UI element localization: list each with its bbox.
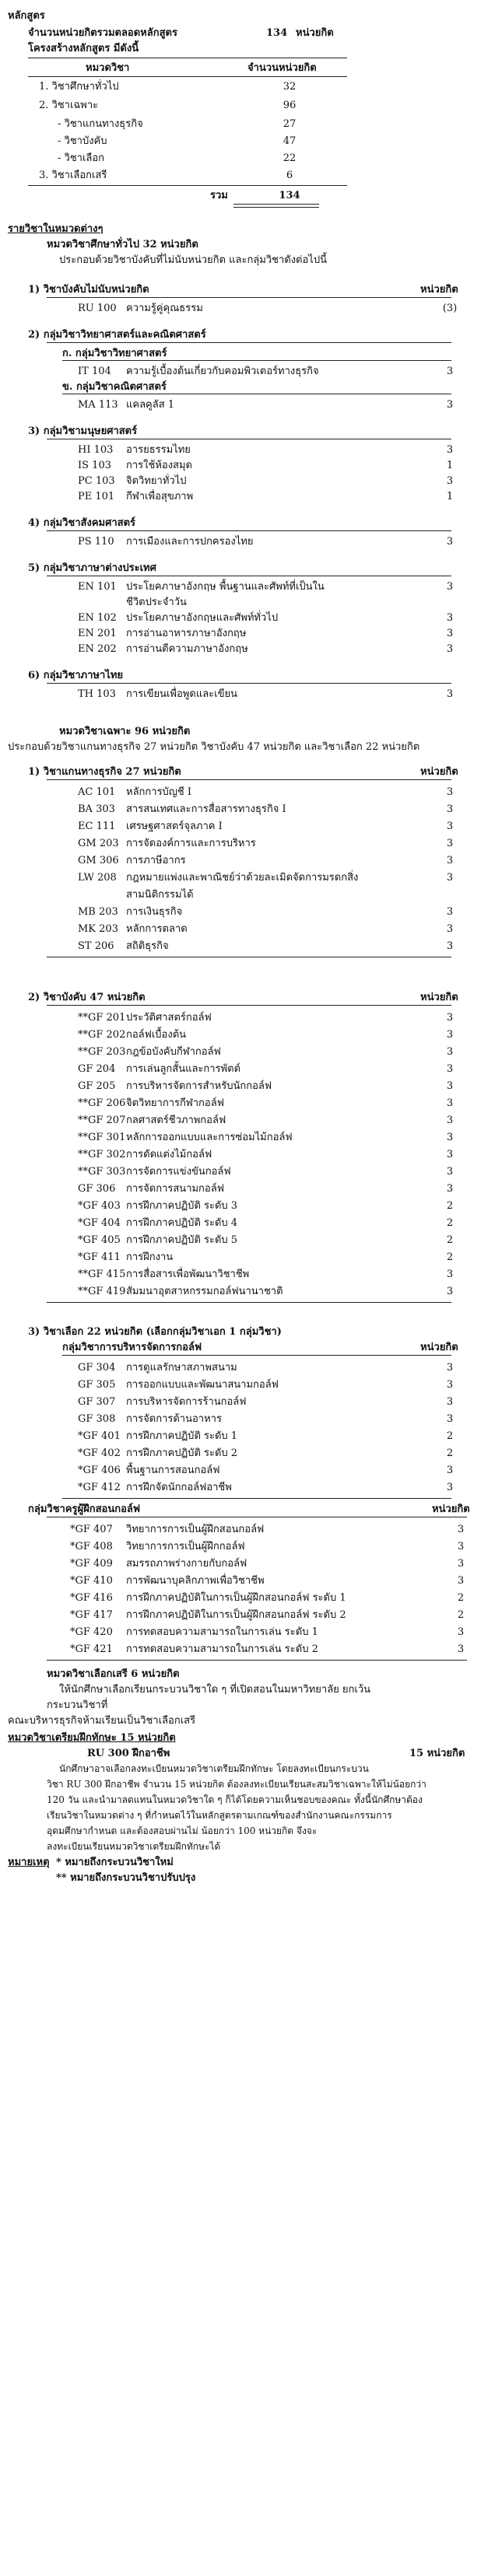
course-code: **GF 207 — [78, 1115, 126, 1126]
notes-label: หมายเหตุ — [8, 1857, 50, 1868]
course-code: GM 306 — [78, 855, 119, 866]
free-elective-line3: คณะบริหารธุรกิจห้ามเรียนเป็นวิชาเลือกเสรี — [8, 1715, 196, 1727]
pre-professional-paragraph-line: นักศึกษาอาจเลือกลงทะเบียนหมวดวิชาเตรียมฝึกทักษะ โดยลงทะเบียนกระบวน — [59, 1763, 369, 1774]
course-credits: 3 — [446, 1046, 454, 1058]
pre-professional-credits: 15 หน่วยกิต — [409, 1748, 465, 1759]
course-name: การทดสอบความสามารถในการเล่น ระดับ 1 — [126, 1626, 318, 1638]
course-code: GF 204 — [78, 1063, 116, 1075]
credit-column-header: หน่วยกิต — [420, 1342, 458, 1353]
course-code: AC 101 — [78, 786, 116, 798]
structure-row-value: 32 — [283, 81, 297, 93]
section-title: 1) วิชาบังคับไม่นับหน่วยกิต — [28, 284, 149, 296]
course-credits: 3 — [446, 1413, 454, 1425]
course-credits: 3 — [446, 1012, 454, 1024]
course-credits: 3 — [446, 872, 454, 884]
course-name: สถิติธุรกิจ — [126, 940, 169, 952]
section-title-rule — [47, 683, 451, 684]
course-name: การฝึกภาคปฏิบัติ ระดับ 1 — [126, 1430, 238, 1442]
course-credits: 3 — [446, 581, 454, 593]
course-credits: 3 — [446, 1183, 454, 1195]
course-code: *GF 401 — [78, 1430, 121, 1442]
course-name: การฝึกภาคปฏิบัติ ระดับ 4 — [126, 1217, 238, 1229]
course-credits: 3 — [446, 1149, 454, 1160]
course-code: **GF 202 — [78, 1029, 126, 1041]
curriculum-heading: หลักสูตร — [8, 10, 45, 22]
course-code: TH 103 — [78, 688, 116, 700]
specific-description: ประกอบด้วยวิชาแกนทางธุรกิจ 27 หน่วยกิต วิชาบังคับ 47 หน่วยกิต และวิชาเลือก 22 หน่วยกิต — [8, 741, 420, 753]
course-name: การจัดองค์การและการบริหาร — [126, 838, 256, 849]
section-title: 4) กลุ่มวิชาสังคมศาสตร์ — [28, 517, 136, 529]
structure-row-label: 2. วิชาเฉพาะ — [39, 100, 99, 111]
course-name: การดัดแต่งไม้กอล์ฟ — [126, 1149, 212, 1160]
pre-professional-paragraph-line: 120 วัน และนำมาลดแทนในหมวดวิชาใด ๆ ก็ได้โดยความเห็นชอบของคณะ ทั้งนี้นักศึกษาต้อง — [47, 1794, 423, 1805]
course-code: *GF 405 — [78, 1234, 121, 1246]
course-code: GF 307 — [78, 1396, 116, 1408]
course-credits: 3 — [457, 1541, 465, 1552]
course-credits: 2 — [446, 1430, 454, 1442]
course-name: ประวัติศาสตร์กอล์ฟ — [126, 1012, 212, 1024]
block-title-rule — [47, 779, 451, 780]
structure-row-label: 1. วิชาศึกษาทั่วไป — [39, 81, 119, 93]
general-heading: หมวดวิชาศึกษาทั่วไป 32 หน่วยกิต — [47, 239, 198, 250]
free-elective-line2: กระบวนวิชาที่ — [47, 1699, 108, 1711]
course-credits: 3 — [446, 1097, 454, 1109]
free-elective-line1: ให้นักศึกษาเลือกเรียนกระบวนวิชาใด ๆ ที่เปิดสอนในมหาวิทยาลัย ยกเว้น — [59, 1684, 371, 1696]
course-name: การทดสอบความสามารถในการเล่น ระดับ 2 — [126, 1643, 318, 1655]
course-code: *GF 402 — [78, 1447, 121, 1459]
course-code: *GF 407 — [70, 1524, 113, 1535]
course-credits: 3 — [446, 803, 454, 815]
course-credits: 3 — [457, 1524, 465, 1535]
credit-column-header: หน่วยกิต — [420, 766, 458, 778]
course-credits: 3 — [457, 1575, 465, 1587]
course-code: *GF 416 — [70, 1592, 113, 1604]
course-code: MA 113 — [78, 399, 118, 411]
course-name: กลศาสตร์ชีวภาพกอล์ฟ — [126, 1115, 226, 1126]
structure-row-value: 96 — [283, 100, 297, 111]
course-credits: 3 — [446, 906, 454, 918]
course-credits: 3 — [446, 1269, 454, 1280]
course-name: การพัฒนาบุคลิกภาพเพื่อวิชาชีพ — [126, 1575, 265, 1587]
course-code: EC 111 — [78, 821, 116, 832]
course-name: การฝึกงาน — [126, 1251, 174, 1263]
course-code: *GF 406 — [78, 1465, 121, 1476]
course-credits: 3 — [446, 1063, 454, 1075]
course-credits: 3 — [446, 1132, 454, 1143]
course-name: ความรู้คู่คุณธรรม — [126, 303, 203, 314]
course-code: **GF 301 — [78, 1132, 126, 1143]
course-name: กีฬาเพื่อสุขภาพ — [126, 491, 194, 502]
course-name: สารสนเทศและการสื่อสารทางธุรกิจ I — [126, 803, 286, 815]
course-code: GF 308 — [78, 1413, 116, 1425]
course-code: GF 205 — [78, 1080, 116, 1092]
course-credits: 2 — [446, 1200, 454, 1212]
course-code: *GF 411 — [78, 1251, 121, 1263]
course-code: MK 203 — [78, 923, 118, 935]
structure-total-value: 134 — [279, 190, 300, 201]
course-name: พื้นฐานการสอนกอล์ฟ — [126, 1465, 220, 1476]
course-credits: 3 — [446, 1465, 454, 1476]
course-credits: 3 — [446, 821, 454, 832]
course-name: กอล์ฟเบื้องต้น — [126, 1029, 187, 1041]
structure-row-value: 22 — [283, 152, 297, 164]
course-code: *GF 412 — [78, 1482, 121, 1493]
course-code: EN 101 — [78, 581, 117, 593]
course-code: BA 303 — [78, 803, 115, 815]
course-name: การอ่านตีความภาษาอังกฤษ — [126, 643, 248, 655]
course-credits: 3 — [446, 1379, 454, 1391]
section-title-rule — [47, 342, 451, 343]
course-code: HI 103 — [78, 444, 114, 456]
pre-professional-course: RU 300 ฝึกอาชีพ — [87, 1748, 170, 1759]
course-code: GM 203 — [78, 838, 119, 849]
course-name: สัมมนาอุตสาหกรรมกอล์ฟนานาชาติ — [126, 1286, 283, 1297]
course-credits: 3 — [446, 1080, 454, 1092]
course-credits: 3 — [457, 1558, 465, 1570]
course-credits: 1 — [446, 491, 454, 502]
pre-professional-paragraph-line: ลงทะเบียนเรียนหมวดวิชาเตรียมฝึกทักษะได้ — [47, 1841, 221, 1852]
section-title: 5) กลุ่มวิชาภาษาต่างประเทศ — [28, 562, 156, 574]
course-name: การบริหารจัดการร้านกอล์ฟ — [126, 1396, 247, 1408]
group1-bottom-rule — [62, 1498, 451, 1499]
course-list-heading: รายวิชาในหมวดต่างๆ — [8, 223, 104, 235]
course-name: การฝึกจัดนักกอล์ฟอาชีพ — [126, 1482, 232, 1493]
course-name: การจัดการด้านอาหาร — [126, 1413, 222, 1425]
credit-column-header: หน่วยกิต — [432, 1503, 470, 1515]
structure-row-label: - วิชาแกนทางธุรกิจ — [58, 118, 143, 130]
subsection-rule — [62, 360, 451, 361]
course-name: การฝึกภาคปฏิบัติ ระดับ 2 — [126, 1447, 238, 1459]
course-credits: 3 — [446, 940, 454, 952]
block-title: 1) วิชาแกนทางธุรกิจ 27 หน่วยกิต — [28, 766, 181, 778]
course-name: การออกแบบและพัฒนาสนามกอล์ฟ — [126, 1379, 279, 1391]
course-name: ประโยคภาษาอังกฤษและศัพท์ทั่วไป — [126, 612, 279, 624]
total-credits-label: จำนวนหน่วยกิตรวมตลอดหลักสูตร — [28, 27, 177, 39]
course-credits: 3 — [446, 1286, 454, 1297]
course-code: *GF 408 — [70, 1541, 113, 1552]
section-title-rule — [47, 297, 451, 298]
structure-total-double-rule — [233, 204, 319, 208]
pre-professional-paragraph-line: วิชา RU 300 ฝึกอาชีพ จำนวน 15 หน่วยกิต ต้องลงทะเบียนเรียนสะสมวิชาเฉพาะให้ไม่น้อยกว่า — [47, 1779, 427, 1790]
course-code: **GF 419 — [78, 1286, 126, 1297]
course-credits: 2 — [446, 1447, 454, 1459]
section-title: 6) กลุ่มวิชาภาษาไทย — [28, 670, 124, 681]
structure-row-value: 6 — [286, 170, 293, 181]
course-credits: 3 — [446, 1029, 454, 1041]
course-name: การภาษีอากร — [126, 855, 186, 866]
group1-title-rule — [62, 1355, 451, 1356]
course-name: การฝึกภาคปฏิบัติ ระดับ 5 — [126, 1234, 238, 1246]
course-code: **GF 303 — [78, 1166, 126, 1178]
course-name: การเขียนเพื่อพูดและเขียน — [126, 688, 237, 700]
course-code: **GF 206 — [78, 1097, 126, 1109]
course-name: หลักการออกแบบและการซ่อมไม้กอล์ฟ — [126, 1132, 293, 1143]
course-code: RU 100 — [78, 303, 117, 314]
course-name: จิตวิทยาการกีฬากอล์ฟ — [126, 1097, 224, 1109]
course-name: การสื่อสารเพื่อพัฒนาวิชาชีพ — [126, 1269, 250, 1280]
elective-title: 3) วิชาเลือก 22 หน่วยกิต (เลือกกลุ่มวิชาเอก 1 กลุ่มวิชา) — [28, 1326, 282, 1338]
course-name: การดูแลรักษาสภาพสนาม — [126, 1362, 237, 1374]
course-name-continued: สามนิติกรรมได้ — [126, 889, 194, 901]
section-title-rule — [47, 530, 451, 531]
course-credits: 3 — [446, 536, 454, 548]
structure-row-value: 47 — [283, 135, 297, 147]
course-code: PC 103 — [78, 475, 115, 487]
course-name: สมรรถภาพร่างกายกับกอล์ฟ — [126, 1558, 248, 1570]
course-credits: 3 — [446, 855, 454, 866]
section-title: 2) กลุ่มวิชาวิทยาศาสตร์และคณิตศาสตร์ — [28, 329, 206, 341]
pre-professional-paragraph-line: เรียนวิชาในหมวดต่าง ๆ ที่กำหนดไว้ในหลักสูตรตามเกณฑ์ของสำนักงานคณะกรรมการ — [47, 1810, 392, 1821]
course-code: *GF 403 — [78, 1200, 121, 1212]
pre-professional-heading: หมวดวิชาเตรียมฝึกทักษะ 15 หน่วยกิต — [8, 1732, 176, 1744]
course-credits: 3 — [446, 1115, 454, 1126]
course-credits: 2 — [457, 1609, 465, 1621]
subsection-title: ข. กลุ่มวิชาคณิตศาสตร์ — [62, 381, 167, 393]
course-code: IT 104 — [78, 366, 111, 377]
course-code: *GF 420 — [70, 1626, 113, 1638]
course-credits: 3 — [446, 612, 454, 624]
course-code: **GF 201 — [78, 1012, 126, 1024]
structure-total-label: รวม — [210, 190, 228, 201]
course-code: IS 103 — [78, 460, 111, 471]
credit-column-header: หน่วยกิต — [420, 284, 458, 296]
structure-row-label: - วิชาบังคับ — [58, 135, 107, 147]
course-name: การจัดการแข่งขันกอล์ฟ — [126, 1166, 231, 1178]
course-credits: 3 — [446, 628, 454, 639]
block-title-rule — [47, 1005, 451, 1006]
course-code: EN 201 — [78, 628, 117, 639]
course-code: GF 306 — [78, 1183, 116, 1195]
course-credits: 1 — [446, 460, 454, 471]
course-name: จิตวิทยาทั่วไป — [126, 475, 187, 487]
course-credits: 2 — [446, 1234, 454, 1246]
course-code: LW 208 — [78, 872, 117, 884]
course-name: การอ่านอาหารภาษาอังกฤษ — [126, 628, 247, 639]
course-credits: 3 — [446, 475, 454, 487]
course-credits: 3 — [446, 1482, 454, 1493]
course-code: *GF 421 — [70, 1643, 113, 1655]
structure-col-group: หมวดวิชา — [86, 62, 130, 74]
course-name: วิทยาการการเป็นผู้ฝึกสอนกอล์ฟ — [126, 1524, 265, 1535]
specific-heading: หมวดวิชาเฉพาะ 96 หน่วยกิต — [59, 726, 191, 737]
block-bottom-rule — [47, 1302, 451, 1303]
course-code: GF 304 — [78, 1362, 116, 1374]
course-name: ความรู้เบื้องต้นเกี่ยวกับคอมพิวเตอร์ทางธุรกิจ — [126, 366, 319, 377]
structure-heading: โครงสร้างหลักสูตร มีดังนี้ — [28, 43, 139, 54]
course-name: แคลคูลัส 1 — [126, 399, 175, 411]
elective-group2-title: กลุ่มวิชาครูผู้ฝึกสอนกอล์ฟ — [28, 1503, 141, 1515]
course-code: GF 305 — [78, 1379, 116, 1391]
course-credits: 2 — [446, 1251, 454, 1263]
course-name: อารยธรรมไทย — [126, 444, 191, 456]
note-new-course: * หมายถึงกระบวนวิชาใหม่ — [56, 1857, 174, 1868]
course-credits: 3 — [446, 1396, 454, 1408]
course-credits: 3 — [457, 1626, 465, 1638]
total-credits-value: 134 — [266, 27, 288, 39]
course-name: การเงินธุรกิจ — [126, 906, 183, 918]
course-code: ST 206 — [78, 940, 114, 952]
course-credits: 3 — [446, 786, 454, 798]
subsection-title: ก. กลุ่มวิชาวิทยาศาสตร์ — [62, 348, 167, 359]
credit-column-header: หน่วยกิต — [420, 992, 458, 1003]
course-credits: 3 — [446, 838, 454, 849]
course-name: การฝึกภาคปฏิบัติในการเป็นผู้ฝึกสอนกอล์ฟ ระดับ 2 — [126, 1609, 346, 1621]
free-elective-heading: หมวดวิชาเลือกเสรี 6 หน่วยกิต — [47, 1668, 180, 1680]
course-code: PS 110 — [78, 536, 114, 548]
structure-row-value: 27 — [283, 118, 297, 130]
group2-bottom-rule — [47, 1660, 467, 1661]
course-name: กฎข้อบังคับกีฬากอล์ฟ — [126, 1046, 221, 1058]
course-code: *GF 417 — [70, 1609, 113, 1621]
structure-table-header-rule — [28, 76, 347, 77]
course-name: หลักการบัญชี I — [126, 786, 191, 798]
course-code: PE 101 — [78, 491, 115, 502]
course-credits: 3 — [446, 643, 454, 655]
general-description: ประกอบด้วยวิชาบังคับที่ไม่นับหน่วยกิต และกลุ่มวิชาดังต่อไปนี้ — [59, 254, 327, 266]
course-code: EN 202 — [78, 643, 117, 655]
course-code: *GF 410 — [70, 1575, 113, 1587]
course-name: เศรษฐศาสตร์จุลภาค I — [126, 821, 223, 832]
course-name: การเล่นลูกสั้นและการพัตต์ — [126, 1063, 241, 1075]
course-name: การเมืองและการปกครองไทย — [126, 536, 254, 548]
structure-col-credits: จำนวนหน่วยกิต — [248, 62, 317, 74]
course-credits: 3 — [457, 1643, 465, 1655]
course-name: การใช้ห้องสมุด — [126, 460, 192, 471]
course-code: *GF 409 — [70, 1558, 113, 1570]
total-credits-unit: หน่วยกิต — [296, 27, 334, 39]
section-title: 3) กลุ่มวิชามนุษยศาสตร์ — [28, 425, 138, 437]
note-revised-course: ** หมายถึงกระบวนวิชาปรับปรุง — [56, 1872, 196, 1884]
course-name: การจัดการสนามกอล์ฟ — [126, 1183, 224, 1195]
course-credits: 3 — [446, 399, 454, 411]
course-code: MB 203 — [78, 906, 118, 918]
course-code: *GF 404 — [78, 1217, 121, 1229]
course-name: ประโยคภาษาอังกฤษ พื้นฐานและศัพท์ที่เป็นใน — [126, 581, 325, 593]
course-credits: 3 — [446, 688, 454, 700]
block-title: 2) วิชาบังคับ 47 หน่วยกิต — [28, 992, 146, 1003]
course-code: **GF 415 — [78, 1269, 126, 1280]
course-code: **GF 203 — [78, 1046, 126, 1058]
course-credits: 3 — [446, 1166, 454, 1178]
course-credits: 2 — [446, 1217, 454, 1229]
pre-professional-paragraph-line: อุดมศึกษากำหนด และต้องสอบผ่านไม่ น้อยกว่า 100 หน่วยกิต จึงจะ — [47, 1825, 318, 1836]
structure-row-label: - วิชาเลือก — [58, 152, 105, 164]
course-credits: 2 — [457, 1592, 465, 1604]
elective-group1-title: กลุ่มวิชาการบริหารจัดการกอล์ฟ — [62, 1342, 202, 1353]
course-name: กฎหมายแพ่งและพาณิชย์ว่าด้วยละเมิดจัดการมรดกสิ่ง — [126, 872, 359, 884]
course-name: การฝึกภาคปฏิบัติ ระดับ 3 — [126, 1200, 238, 1212]
course-name: การฝึกภาคปฏิบัติในการเป็นผู้ฝึกสอนกอล์ฟ ระดับ 1 — [126, 1592, 346, 1604]
course-name: หลักการตลาด — [126, 923, 188, 935]
structure-table-bottom-rule — [28, 185, 347, 186]
course-credits: (3) — [442, 303, 458, 314]
course-credits: 3 — [446, 1362, 454, 1374]
course-code: **GF 302 — [78, 1149, 126, 1160]
course-name: วิทยาการการเป็นผู้ฝึกกอล์ฟ — [126, 1541, 245, 1552]
course-credits: 3 — [446, 366, 454, 377]
structure-row-label: 3. วิชาเลือกเสรี — [39, 170, 107, 181]
course-credits: 3 — [446, 923, 454, 935]
course-code: EN 102 — [78, 612, 117, 624]
course-name-continued: ชีวิตประจำวัน — [126, 597, 187, 608]
course-credits: 3 — [446, 444, 454, 456]
course-name: การบริหารจัดการสำหรับนักกอล์ฟ — [126, 1080, 272, 1092]
